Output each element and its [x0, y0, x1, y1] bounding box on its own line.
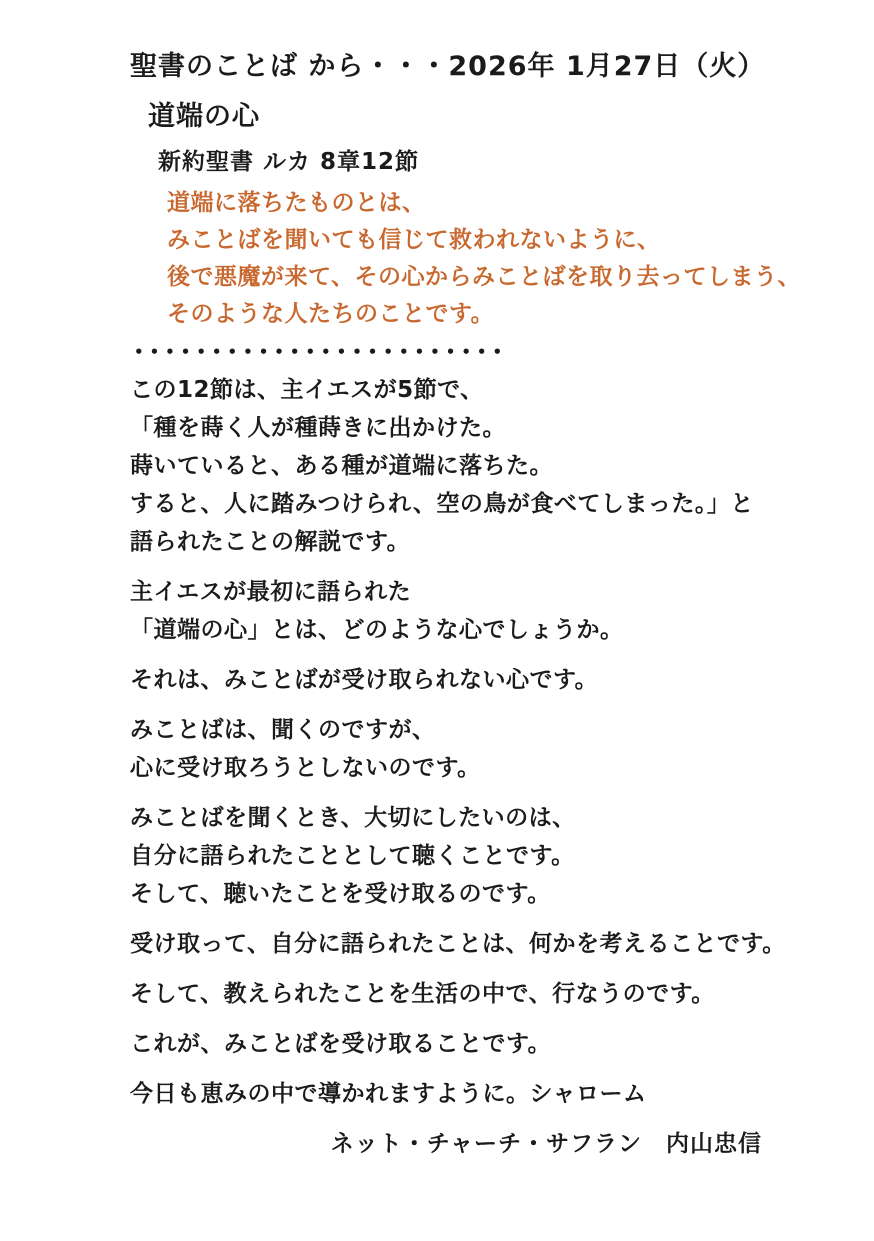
body-text	[130, 371, 834, 1113]
body-line: この12節は、主イエスが5節で、	[130, 377, 484, 403]
scripture-reference: 新約聖書 ルカ 8章12節	[158, 149, 420, 175]
scripture-quote-line: 後で悪魔が来て、その心からみことばを取り去ってしまう、	[167, 264, 802, 290]
body-line: 蒔いていると、ある種が道端に落ちた。	[130, 453, 553, 479]
dotted-divider: ••••••••••••••••••••••••	[134, 343, 509, 361]
body-line: みことばは、聞くのですが、	[130, 717, 436, 743]
body-line: すると、人に踏みつけられ、空の鳥が食べてしまった。」と	[130, 491, 754, 517]
body-line: みことばを聞くとき、大切にしたいのは、	[130, 805, 576, 831]
body-paragraph	[130, 371, 834, 561]
body-line: 受け取って、自分に語られたことは、何かを考えることです。	[130, 931, 786, 957]
page-subtitle: 道端の心	[148, 101, 260, 132]
body-paragraph	[130, 573, 834, 649]
body-paragraph	[130, 1025, 834, 1063]
body-line: 「種を蒔く人が種蒔きに出かけた。	[130, 415, 506, 441]
scripture-quote-line: みことばを聞いても信じて救われないように、	[167, 227, 661, 253]
body-paragraph	[130, 661, 834, 699]
body-paragraph	[130, 975, 834, 1013]
body-line: 「道端の心」とは、どのような心でしょうか。	[130, 617, 624, 643]
body-paragraph	[130, 799, 834, 913]
body-paragraph	[130, 711, 834, 787]
body-line: 主イエスが最初に語られた	[130, 579, 412, 605]
body-line: これが、みことばを受け取ることです。	[130, 1031, 552, 1057]
body-line: 今日も恵みの中で導かれますように。シャローム	[130, 1081, 647, 1107]
signature: ネット・チャーチ・サフラン 内山忠信	[330, 1131, 762, 1157]
scripture-quote-line: 道端に落ちたものとは、	[167, 190, 426, 216]
body-line: 自分に語られたこととして聴くことです。	[130, 843, 575, 869]
scripture-quote-line: そのような人たちのことです。	[167, 301, 495, 327]
body-line: 心に受け取ろうとしないのです。	[130, 755, 481, 781]
body-line: 語られたことの解説です。	[130, 529, 411, 555]
page-title: 聖書のことば から・・・2026年 1月27日（火）	[130, 51, 766, 82]
body-line: そして、教えられたことを生活の中で、行なうのです。	[130, 981, 715, 1007]
scripture-quote	[167, 185, 834, 333]
body-line: それは、みことばが受け取られない心です。	[130, 667, 599, 693]
body-paragraph	[130, 1075, 834, 1113]
body-paragraph	[130, 925, 834, 963]
body-line: そして、聴いたことを受け取るのです。	[130, 881, 551, 907]
